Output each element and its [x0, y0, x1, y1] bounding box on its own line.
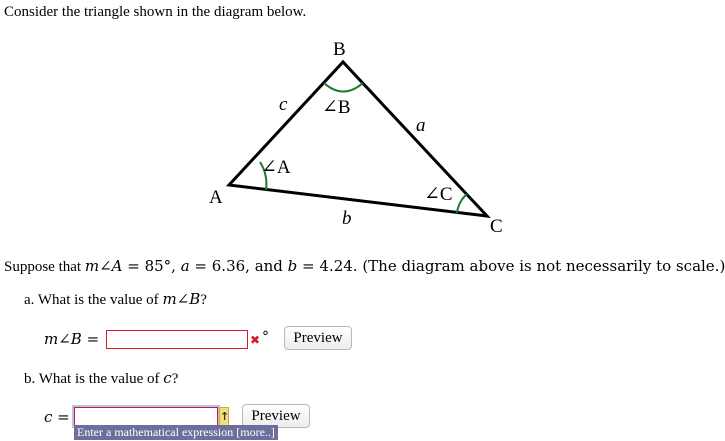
part-a-label-math: m∠B — [162, 290, 201, 308]
degree-unit: ° — [262, 329, 269, 345]
angle-B-input[interactable] — [106, 330, 248, 349]
part-a-label: a. What is the value of — [24, 292, 163, 308]
problem-text-3: = 6.36, and — [189, 257, 288, 275]
side-c-input[interactable] — [74, 407, 218, 426]
angle-label-B: ∠B — [322, 97, 351, 118]
preview-button-b[interactable]: Preview — [242, 404, 310, 428]
problem-text-2: = 85°, — [122, 257, 181, 275]
part-b-label: b. What is the value of — [24, 371, 164, 387]
up-arrow-icon[interactable]: ↑ — [219, 407, 229, 426]
input-hint-tooltip[interactable]: Enter a mathematical expression [more..] — [74, 425, 278, 440]
vertex-label-C: C — [490, 216, 503, 237]
angle-label-A: ∠A — [261, 157, 291, 178]
part-a-label-end: ? — [200, 292, 207, 308]
angle-arc-C — [457, 194, 467, 213]
part-a-answer-eq: = — [81, 330, 100, 348]
part-b-answer-eq: = — [52, 408, 70, 426]
part-a-question — [24, 290, 207, 309]
part-b-answer-label — [44, 408, 70, 427]
problem-math-a: a — [180, 257, 190, 275]
part-b-question — [24, 369, 178, 388]
problem-text-1: Suppose that — [4, 259, 85, 275]
part-a-answer-label — [44, 330, 99, 349]
angle-label-C: ∠C — [424, 184, 453, 205]
problem-math-mA: m∠A — [84, 257, 123, 275]
intro-text: Consider the triangle shown in the diagram below. — [4, 4, 307, 20]
part-b-answer-var: c — [44, 408, 53, 426]
vertex-label-A: A — [209, 187, 223, 208]
angle-arc-B — [324, 83, 363, 92]
preview-button-a[interactable]: Preview — [284, 326, 352, 350]
error-x-icon: ✖ — [250, 333, 261, 347]
problem-math-b: b — [287, 257, 298, 275]
side-label-c: c — [279, 94, 288, 115]
part-a-answer-var: m∠B — [44, 330, 82, 348]
part-b-label-end: ? — [171, 371, 179, 387]
side-label-b: b — [342, 208, 352, 229]
part-b-label-math: c — [163, 369, 172, 387]
vertex-label-B: B — [333, 39, 346, 60]
problem-text-4: = 4.24. (The diagram above is not necessarily to scale.) — [297, 257, 725, 275]
problem-statement — [4, 257, 725, 276]
side-label-a: a — [416, 115, 426, 136]
